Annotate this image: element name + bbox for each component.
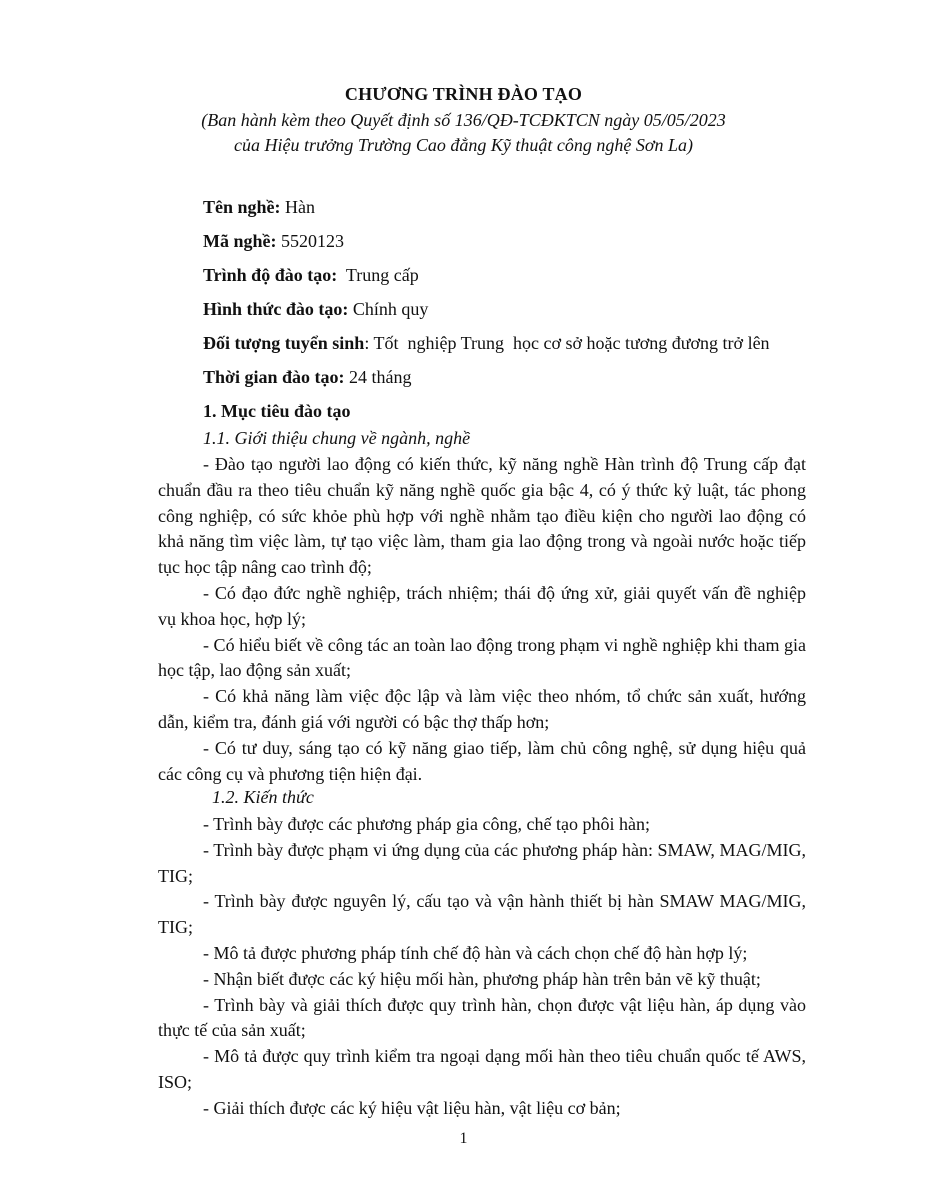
paragraph: - Nhận biết được các ký hiệu mối hàn, phương pháp hàn trên bản vẽ kỹ thuật;	[203, 968, 761, 989]
section-heading: 1. Mục tiêu đào tạo	[203, 401, 351, 421]
page-number: 1	[459, 1130, 468, 1147]
paragraph: - Mô tả được phương pháp tính chế độ hàn và cách chọn chế độ hàn hợp lý;	[203, 942, 748, 963]
subsection-heading-1-1: 1.1. Giới thiệu chung về ngành, nghề	[203, 428, 471, 448]
field-doi-tuong	[203, 333, 770, 354]
paragraph: - Có khả năng làm việc độc lập và làm việc theo nhóm, tổ chức sản xuất, hướng dẫn, kiểm tra, đánh giá với người có bậc thợ thấp hơn;	[158, 686, 806, 732]
paragraph: - Có đạo đức nghề nghiệp, trách nhiệm; thái độ ứng xử, giải quyết vấn đề nghiệp vụ khoa học, hợp lý;	[158, 582, 806, 629]
field-hinh-thuc	[203, 299, 428, 320]
field-value: Trung cấp	[337, 265, 419, 285]
field-label: Hình thức đào tạo:	[203, 299, 349, 319]
field-value: 24 tháng	[344, 367, 412, 387]
paragraph: - Trình bày được các phương pháp gia công, chế tạo phôi hàn;	[203, 814, 650, 834]
paragraph: - Có tư duy, sáng tạo có kỹ năng giao tiếp, làm chủ công nghệ, sử dụng hiệu quả các công cụ và phương tiện hiện đại.	[158, 737, 806, 784]
document-subtitle-line2: của Hiệu trưởng Trường Cao đẳng Kỹ thuật công nghệ Sơn La)	[234, 135, 693, 155]
paragraph: - Trình bày và giải thích được quy trình hàn, chọn được vật liệu hàn, áp dụng vào thực tế của sản xuất;	[158, 994, 806, 1041]
paragraph: - Mô tả được quy trình kiểm tra ngoại dạng mối hàn theo tiêu chuẩn quốc tế AWS, ISO;	[158, 1046, 806, 1092]
field-value: 5520123	[276, 231, 344, 251]
document-title: CHƯƠNG TRÌNH ĐÀO TẠO	[344, 84, 583, 104]
paragraph: - Trình bày được phạm vi ứng dụng của các phương pháp hàn: SMAW, MAG/MIG, TIG;	[158, 839, 806, 886]
subsection-heading-1-2: 1.2. Kiến thức	[212, 787, 314, 807]
paragraph: - Có hiểu biết về công tác an toàn lao động trong phạm vi nghề nghiệp khi tham gia học tập, lao động sản xuất;	[158, 634, 806, 681]
paragraph: - Đào tạo người lao động có kiến thức, kỹ năng nghề Hàn trình độ Trung cấp đạt chuẩn đầu ra theo tiêu chuẩn kỹ năng nghề quốc gia bậc 4, có ý thức kỷ luật, tác phong công nghiệp, có sức khỏe phù hợp với nghề nhằm tạo điều kiện cho người lao động có khả năng tìm việc làm, tự tạo việc làm, tham gia lao động trong và ngoài nước hoặc tiếp tục học tập nâng cao trình độ;	[158, 454, 806, 578]
field-label: Mã nghề:	[203, 231, 277, 251]
section-1-2-body	[158, 812, 806, 1122]
field-ma-nghe	[203, 231, 344, 252]
paragraph: - Trình bày được nguyên lý, cấu tạo và vận hành thiết bị hàn SMAW MAG/MIG, TIG;	[158, 891, 806, 938]
field-trinh-do	[203, 265, 419, 286]
field-label: Thời gian đào tạo:	[203, 367, 345, 387]
field-value: : Tốt nghiệp Trung học cơ sở hoặc tương đương trở lên	[364, 333, 770, 353]
field-ten-nghe	[203, 197, 315, 218]
field-label: Tên nghề:	[203, 197, 281, 217]
paragraph: - Giải thích được các ký hiệu vật liệu hàn, vật liệu cơ bản;	[203, 1097, 621, 1118]
field-thoi-gian	[203, 367, 412, 388]
section-1-1-body	[158, 452, 806, 787]
field-value: Hàn	[280, 197, 316, 217]
field-label: Trình độ đào tạo:	[203, 265, 338, 285]
field-label: Đối tượng tuyển sinh	[203, 333, 365, 353]
field-value: Chính quy	[348, 299, 429, 319]
document-subtitle-line1: (Ban hành kèm theo Quyết định số 136/QĐ-TCĐKTCN ngày 05/05/2023	[201, 110, 726, 130]
